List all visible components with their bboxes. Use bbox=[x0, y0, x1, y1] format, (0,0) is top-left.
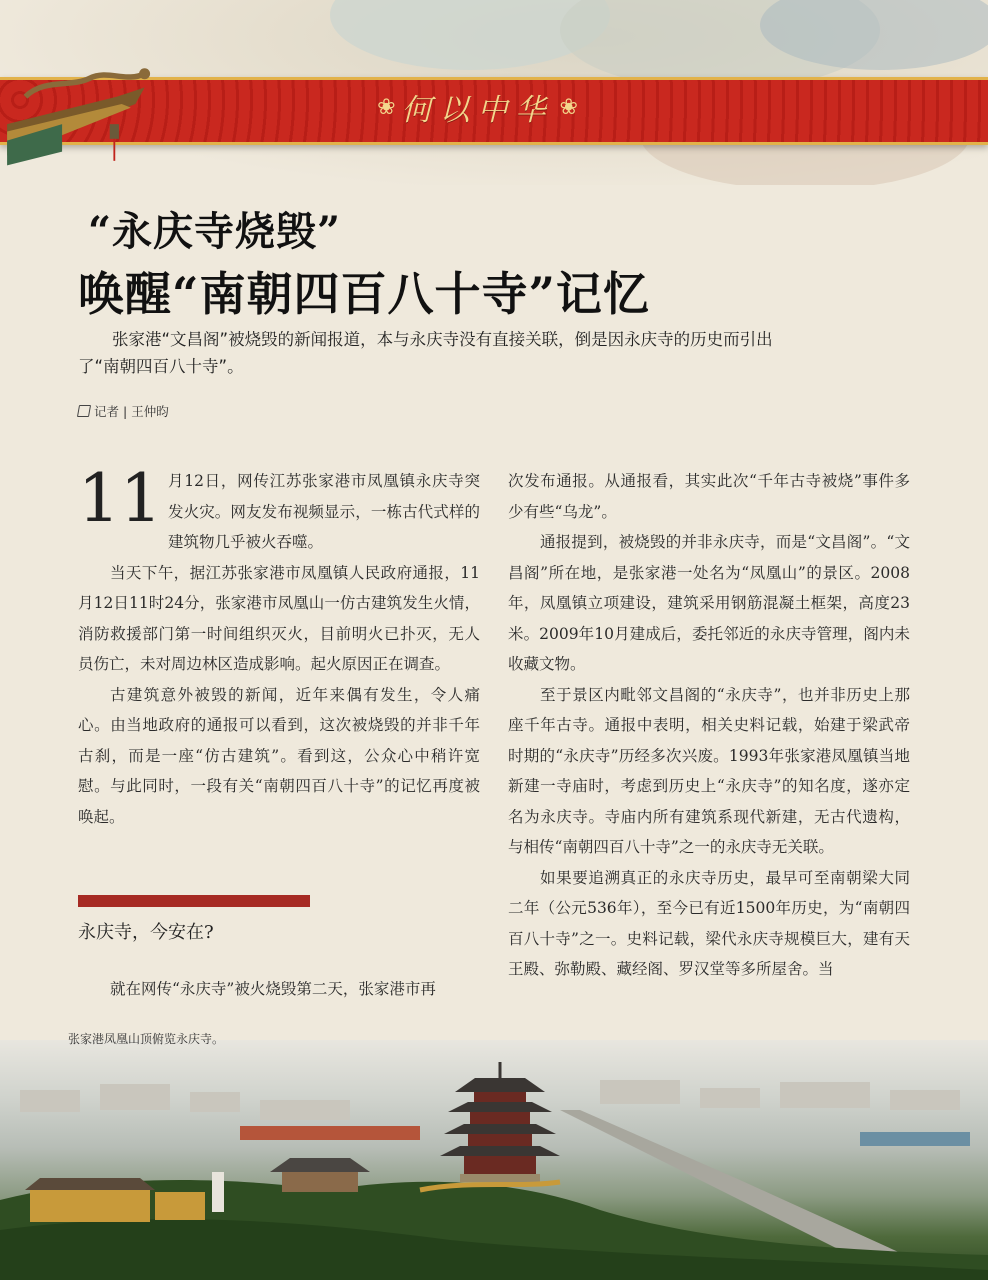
section-banner-title: 何以中华 bbox=[401, 93, 554, 128]
landscape-illustration bbox=[0, 1040, 988, 1280]
drop-cap: 11 bbox=[78, 460, 162, 537]
section-heading: 永庆寺，今安在? bbox=[78, 922, 214, 943]
photo-caption: 张家港凤凰山顶俯览永庆寺。 bbox=[68, 1032, 225, 1046]
article-title-line2: 唤醒“南朝四百八十寺”记忆 bbox=[78, 267, 650, 321]
temple-roof-icon bbox=[0, 60, 170, 170]
paragraph-text: 月12日，网传江苏张家港市凤凰镇永庆寺突发火灾。网友发布视频显示，一栋古代式样的建筑物几乎被火吞噬。 bbox=[167, 472, 480, 551]
paragraph: 次发布通报。从通报看，其实此次“千年古寺被烧”事件多少有些“乌龙”。 bbox=[508, 472, 910, 521]
paragraph: 至于景区内毗邻文昌阁的“永庆寺”，也并非历史上那座千年古寺。通报中表明，相关史料记载，始建于梁武帝时期的“永庆寺”历经多次兴废。1993年张家港凤凰镇当地新建一寺庙时，考虑到历史上“永庆寺”的知名度，遂亦定名为永庆寺。寺庙内所有建筑系现代新建，无古代遗构，与相传“南朝四百八十寺”之一的永庆寺无关联。 bbox=[508, 685, 910, 856]
paragraph: 如果要追溯真正的永庆寺历史，最早可至南朝梁大同二年（公元536年），至今已有近1500年历史，为“南朝四百八十寺”之一。史料记载，梁代永庆寺规模巨大，建有天王殿、弥勒殿、藏经阁、罗汉堂等多所屋舍。当 bbox=[508, 868, 910, 978]
left-column bbox=[78, 460, 480, 832]
byline-role: 记者 bbox=[94, 404, 120, 419]
right-column bbox=[508, 466, 910, 985]
paragraph: 通报提到，被烧毁的并非永庆寺，而是“文昌阁”。“文昌阁”所在地，是张家港一处名为“凤凰山”的景区。2008年，凤凰镇立项建设，建筑采用钢筋混凝土框架，高度23米。2009年10月建成后，委托邻近的永庆寺管理，阁内未收藏文物。 bbox=[508, 533, 910, 673]
paragraph: 古建筑意外被毁的新闻，近年来偶有发生，令人痛心。由当地政府的通报可以看到，这次被烧毁的并非千年古刹，而是一座“仿古建筑”。看到这，公众心中稍许宽慰。与此同时，一段有关“南朝四百八十寺”的记忆再度被唤起。 bbox=[78, 685, 480, 826]
section-divider-bar bbox=[78, 895, 310, 907]
article-lead: 张家港“文昌阁”被烧毁的新闻报道，本与永庆寺没有直接关联，倒是因永庆寺的历史而引出了“南朝四百八十寺”。 bbox=[78, 330, 773, 376]
article-title-line1: “永庆寺烧毁” bbox=[88, 208, 342, 255]
section-banner-title-wrap bbox=[360, 83, 595, 131]
pen-icon bbox=[77, 405, 91, 417]
temple-aerial-photo bbox=[0, 1040, 988, 1280]
paragraph bbox=[78, 460, 480, 558]
scroll-ornament-icon: ❀ bbox=[559, 94, 578, 120]
byline-name: 王仲昀 bbox=[131, 404, 169, 419]
paragraph: 当天下午，据江苏张家港市凤凰镇人民政府通报，11月12日11时24分，张家港市凤凰山一仿古建筑发生火情，消防救援部门第一时间组织灭火，目前明火已扑灭，无人员伤亡，未对周边林区造成影响。起火原因正在调查。 bbox=[78, 563, 480, 673]
left-column-bottom bbox=[78, 974, 480, 1005]
paragraph: 就在网传“永庆寺”被火烧毁第二天，张家港市再 bbox=[110, 980, 436, 998]
scroll-ornament-icon: ❀ bbox=[377, 94, 396, 120]
byline-separator: | bbox=[123, 403, 128, 419]
byline bbox=[78, 402, 169, 420]
